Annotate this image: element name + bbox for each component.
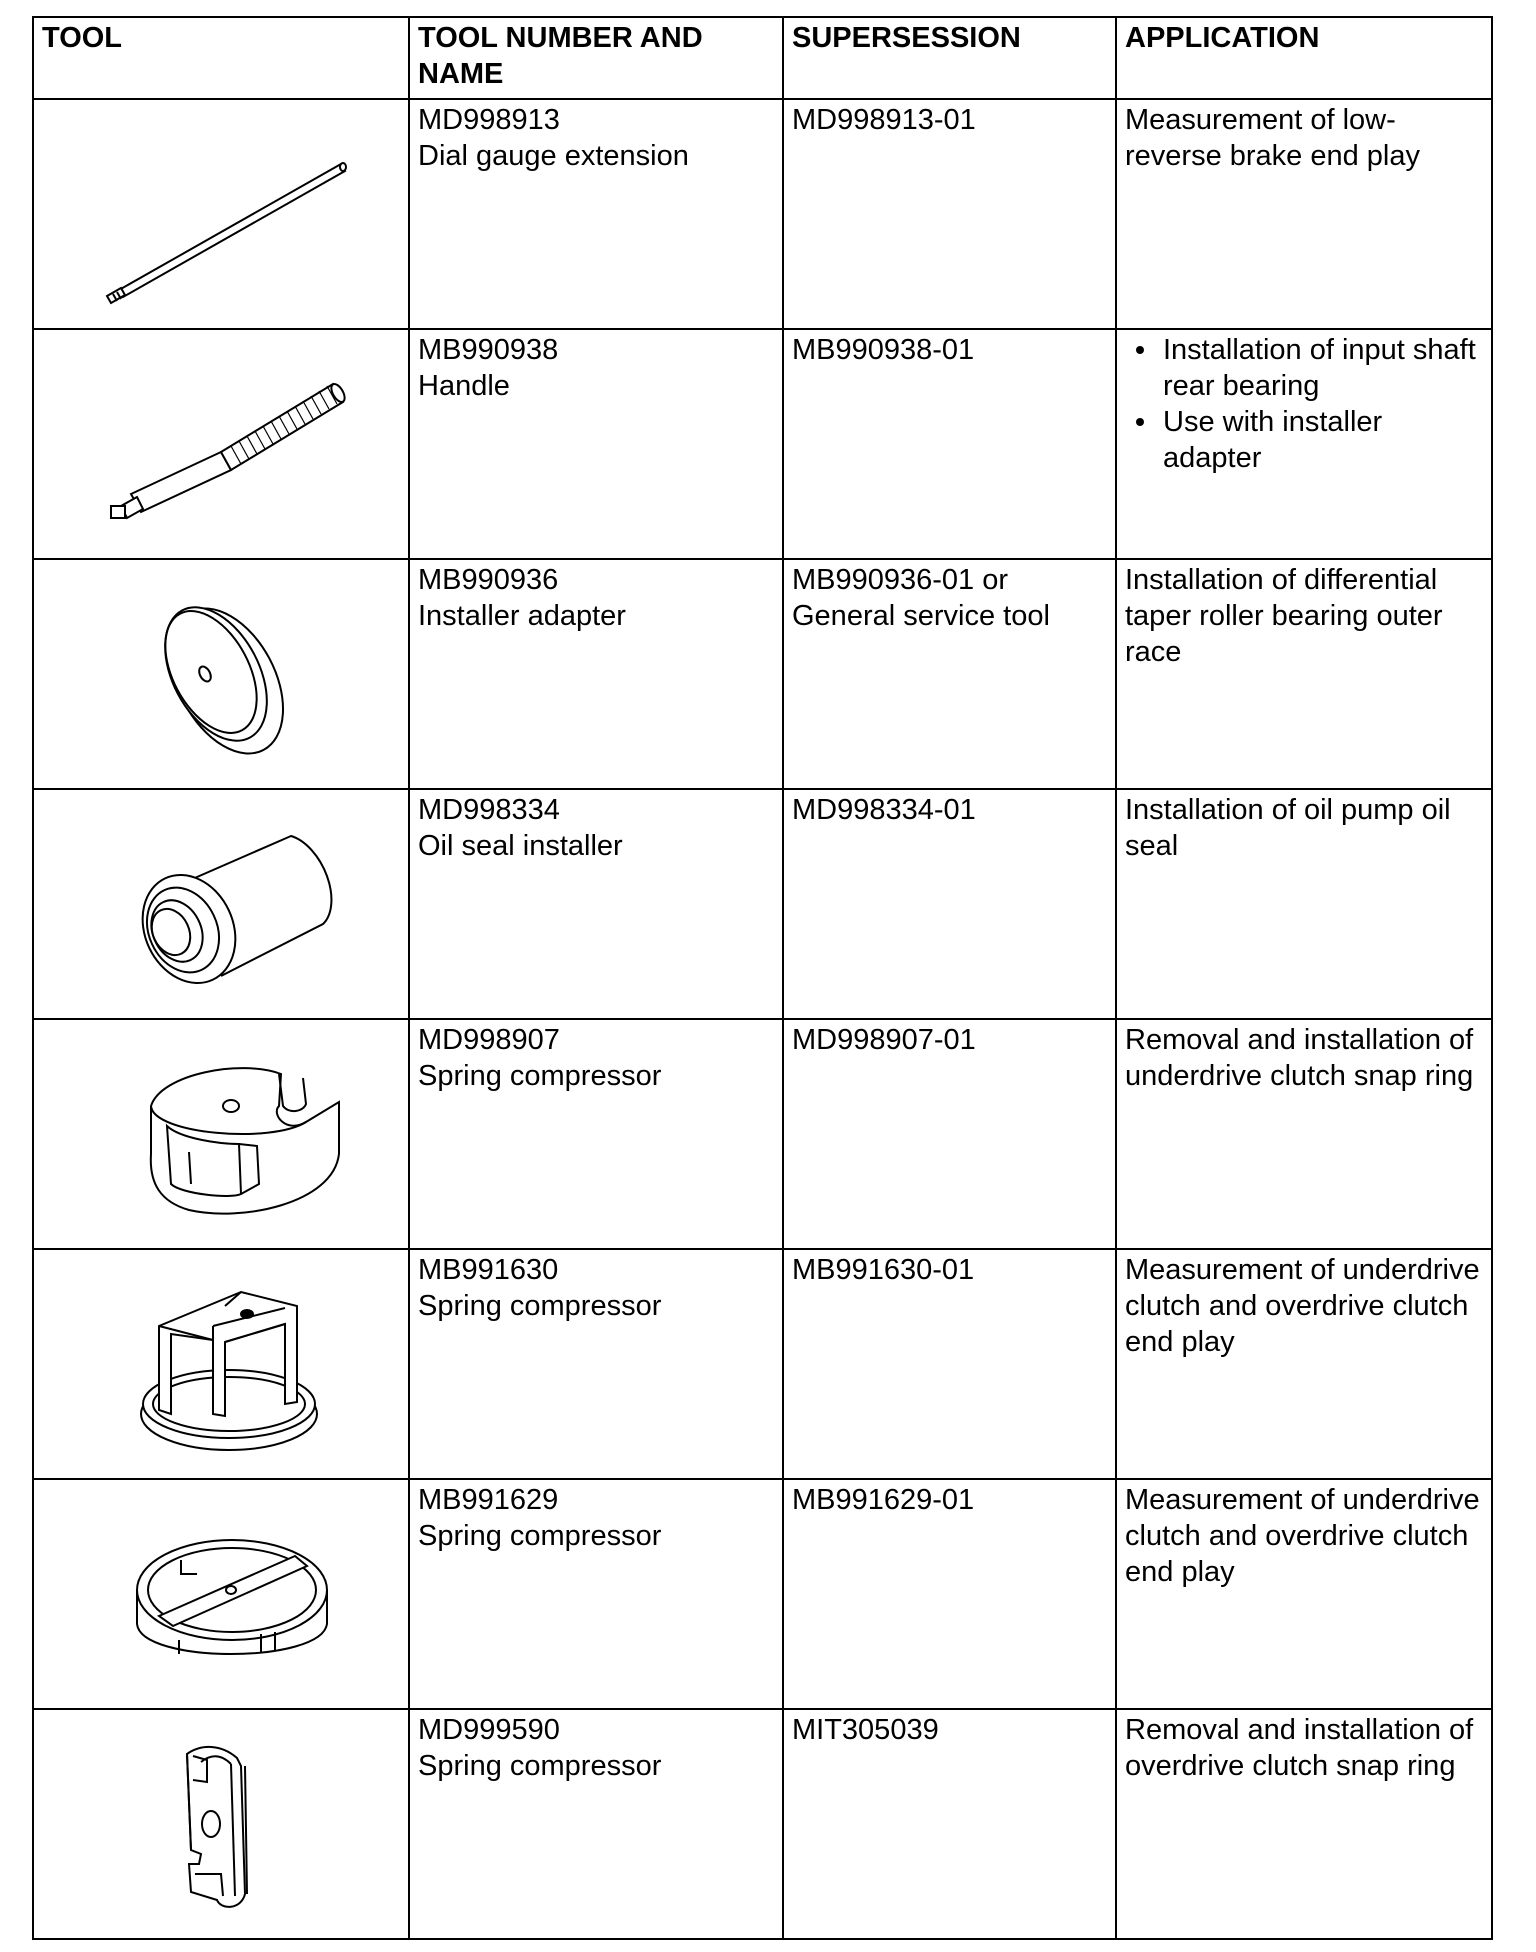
supersession-cell: MD998913-01 — [783, 99, 1116, 329]
tool-illustration-cell — [33, 559, 409, 789]
tool-illustration-cell — [33, 329, 409, 559]
special-tools-table — [32, 16, 1493, 1940]
tool-name: Spring compressor — [418, 1750, 662, 1782]
application-cell: Measurement of underdrive clutch and overdrive clutch end play — [1116, 1249, 1492, 1479]
tool-number: MD998913 — [418, 104, 560, 136]
table-row — [33, 1249, 1492, 1479]
tool-illustration-cell — [33, 789, 409, 1019]
header-tool: TOOL — [33, 17, 409, 99]
application-cell — [1116, 329, 1492, 559]
tool-number-name-cell — [409, 1709, 783, 1939]
tool-number-name-cell — [409, 1249, 783, 1479]
tool-name: Spring compressor — [418, 1060, 662, 1092]
application-cell: Removal and installation of underdrive clutch snap ring — [1116, 1019, 1492, 1249]
spring-compressor-icon — [71, 1034, 371, 1234]
supersession-cell: MB991629-01 — [783, 1479, 1116, 1709]
tool-number-name-cell — [409, 329, 783, 559]
tool-illustration-cell — [33, 99, 409, 329]
tool-number-name-cell — [409, 99, 783, 329]
supersession-cell: MIT305039 — [783, 1709, 1116, 1939]
application-cell: Removal and installation of overdrive clutch snap ring — [1116, 1709, 1492, 1939]
tool-illustration-cell — [33, 1709, 409, 1939]
application-cell: Measurement of underdrive clutch and overdrive clutch end play — [1116, 1479, 1492, 1709]
tool-number: MD998907 — [418, 1024, 560, 1056]
list-item: Installation of input shaft rear bearing — [1163, 332, 1483, 404]
header-supersession: SUPERSESSION — [783, 17, 1116, 99]
tool-number-name-cell — [409, 1479, 783, 1709]
tool-number: MD999590 — [418, 1714, 560, 1746]
tool-number: MB991630 — [418, 1254, 559, 1286]
header-tool-number-and-name: TOOL NUMBER AND NAME — [409, 17, 783, 99]
supersession-cell: MB990936-01 or General service tool — [783, 559, 1116, 789]
table-row — [33, 99, 1492, 329]
spring-compressor-frame-icon — [71, 1264, 371, 1464]
tool-number: MB990936 — [418, 564, 559, 596]
table-row — [33, 789, 1492, 1019]
tool-number-name-cell — [409, 789, 783, 1019]
application-cell: Installation of differential taper roller bearing outer race — [1116, 559, 1492, 789]
header-row — [33, 17, 1492, 99]
supersession-cell: MD998334-01 — [783, 789, 1116, 1019]
handle-icon — [71, 344, 371, 544]
supersession-cell: MB990938-01 — [783, 329, 1116, 559]
table-row — [33, 1709, 1492, 1939]
tool-name: Spring compressor — [418, 1520, 662, 1552]
tool-name: Handle — [418, 370, 510, 402]
oil-seal-installer-icon — [71, 804, 371, 1004]
tool-name: Dial gauge extension — [418, 140, 689, 172]
application-list — [1125, 332, 1483, 476]
spring-compressor-ring-icon — [71, 1494, 371, 1694]
application-cell: Installation of oil pump oil seal — [1116, 789, 1492, 1019]
tool-illustration-cell — [33, 1479, 409, 1709]
table-row — [33, 1479, 1492, 1709]
tool-illustration-cell — [33, 1249, 409, 1479]
tool-number: MB991629 — [418, 1484, 559, 1516]
tool-number: MD998334 — [418, 794, 560, 826]
spring-compressor-bracket-icon — [71, 1724, 371, 1924]
table-row — [33, 559, 1492, 789]
tool-number-name-cell — [409, 1019, 783, 1249]
header-application: APPLICATION — [1116, 17, 1492, 99]
table-row — [33, 1019, 1492, 1249]
tool-number: MB990938 — [418, 334, 559, 366]
dial-gauge-extension-icon — [71, 114, 371, 314]
tool-number-name-cell — [409, 559, 783, 789]
list-item: Use with installer adapter — [1163, 404, 1483, 476]
tool-illustration-cell — [33, 1019, 409, 1249]
tool-name: Spring compressor — [418, 1290, 662, 1322]
supersession-cell: MD998907-01 — [783, 1019, 1116, 1249]
supersession-cell: MB991630-01 — [783, 1249, 1116, 1479]
installer-adapter-icon — [71, 574, 371, 774]
table-row — [33, 329, 1492, 559]
application-cell: Measurement of low-reverse brake end play — [1116, 99, 1492, 329]
tool-name: Installer adapter — [418, 600, 626, 632]
tool-name: Oil seal installer — [418, 830, 623, 862]
